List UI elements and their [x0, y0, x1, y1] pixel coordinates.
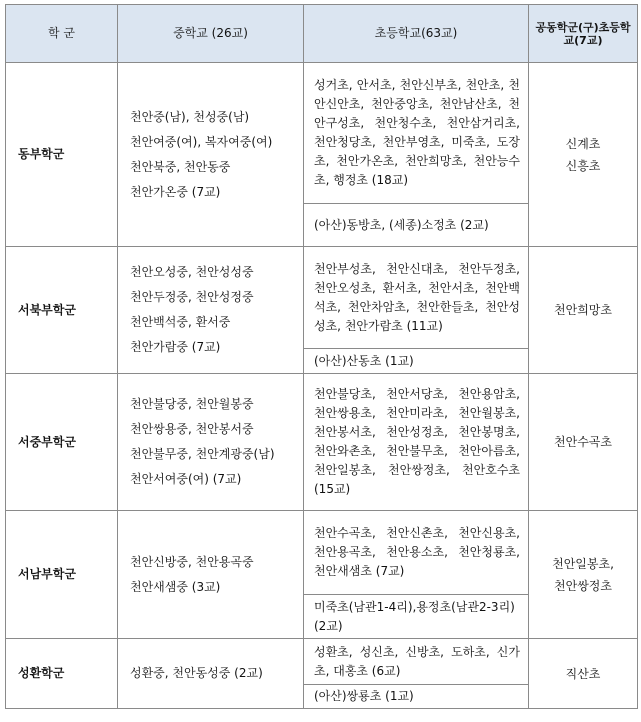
middle-schools — [118, 639, 304, 709]
table-row — [6, 63, 638, 204]
joint-school-line: 신계초 — [565, 136, 601, 151]
header-middle-school: 중학교 (26교) — [118, 5, 304, 63]
elementary-schools: 성환초, 성신초, 신방초, 도하초, 신가초, 대홍초 (6교) — [304, 639, 529, 685]
middle-schools — [118, 63, 304, 247]
middle-school-line: 천안가온중 (7교) — [130, 184, 221, 199]
elementary-schools-extra: (아산)동방초, (세종)소정초 (2교) — [304, 204, 529, 247]
cluster-name: 동부학군 — [6, 63, 118, 247]
header-elementary-school: 초등학교(63교) — [304, 5, 529, 63]
middle-schools — [118, 374, 304, 511]
table-row — [6, 639, 638, 685]
middle-school-line: 천안서여중(여) (7교) — [130, 472, 242, 486]
header-cluster: 학 군 — [6, 5, 118, 63]
header-joint-cluster: 공동학군(구)초등학교(7교) — [529, 5, 638, 63]
elementary-schools: 천안부성초, 천안신대초, 천안두정초, 천안오성초, 환서초, 천안서초, 천안백석초, 천안차암초, 천안한들초, 천안성성초, 천안가람초 (11교) — [304, 247, 529, 349]
joint-school-line: 천안쌍정초 — [554, 578, 612, 593]
middle-school-line: 천안북중, 천안동중 — [130, 159, 231, 174]
middle-school-line: 천안불당중, 천안월봉중 — [130, 397, 254, 411]
joint-school-line: 천안수곡초 — [554, 435, 612, 449]
middle-school-line: 천안백석중, 환서중 — [130, 315, 231, 329]
cluster-name: 성환학군 — [6, 639, 118, 709]
table-row — [6, 247, 638, 349]
joint-schools — [529, 63, 638, 247]
elementary-schools-extra: (아산)쌍룡초 (1교) — [304, 685, 529, 709]
joint-schools — [529, 639, 638, 709]
middle-schools — [118, 511, 304, 639]
middle-schools — [118, 247, 304, 374]
elementary-schools: 천안수곡초, 천안신촌초, 천안신용초, 천안용곡초, 천안용소초, 천안청룡초, 천안새샘초 (7교) — [304, 511, 529, 595]
middle-school-line: 천안새샘중 (3교) — [130, 579, 221, 594]
joint-schools — [529, 247, 638, 374]
elementary-schools-extra: 미죽초(남관1-4리),용정초(남관2-3리) (2교) — [304, 595, 529, 639]
elementary-schools: 성거초, 안서초, 천안신부초, 천안초, 천안신안초, 천안중앙초, 천안남산초, 천안구성초, 천안청수초, 천안삼거리초, 천안청당초, 천안부영초, 미죽초, 도장초, 천안가온초, 천안희망초, 천안능수초, 행정초 (18교) — [304, 63, 529, 204]
middle-school-line: 천안두정중, 천안성정중 — [130, 290, 254, 304]
joint-schools — [529, 511, 638, 639]
header-row — [6, 5, 638, 63]
joint-school-line: 천안일봉초, — [552, 556, 614, 571]
middle-school-line: 천안신방중, 천안용곡중 — [130, 554, 254, 569]
joint-schools — [529, 374, 638, 511]
middle-school-line: 천안오성중, 천안성성중 — [130, 265, 254, 279]
middle-school-line: 천안불무중, 천안계광중(남) — [130, 447, 275, 461]
middle-school-line: 천안여중(여), 복자여중(여) — [130, 134, 273, 149]
cluster-name: 서북부학군 — [6, 247, 118, 374]
middle-school-line: 천안가람중 (7교) — [130, 340, 221, 354]
joint-school-line: 천안희망초 — [554, 303, 612, 317]
cluster-name: 서중부학군 — [6, 374, 118, 511]
middle-school-line: 천안쌍용중, 천안봉서중 — [130, 422, 254, 436]
middle-school-line: 천안중(남), 천성중(남) — [130, 109, 250, 124]
middle-school-line: 성환중, 천안동성중 (2교) — [130, 666, 263, 680]
elementary-schools: 천안불당초, 천안서당초, 천안용암초, 천안쌍용초, 천안미라초, 천안월봉초, 천안봉서초, 천안성정초, 천안봉명초, 천안와촌초, 천안불무초, 천안아름초, 천안일봉초, 천안쌍정초, 천안호수초 (15교) — [304, 374, 529, 511]
school-district-table — [5, 4, 638, 709]
joint-school-line: 신흥초 — [565, 158, 601, 173]
elementary-schools-extra: (아산)산동초 (1교) — [304, 349, 529, 374]
cluster-name: 서남부학군 — [6, 511, 118, 639]
joint-school-line: 직산초 — [565, 666, 601, 681]
table-row — [6, 511, 638, 595]
table-row — [6, 374, 638, 511]
